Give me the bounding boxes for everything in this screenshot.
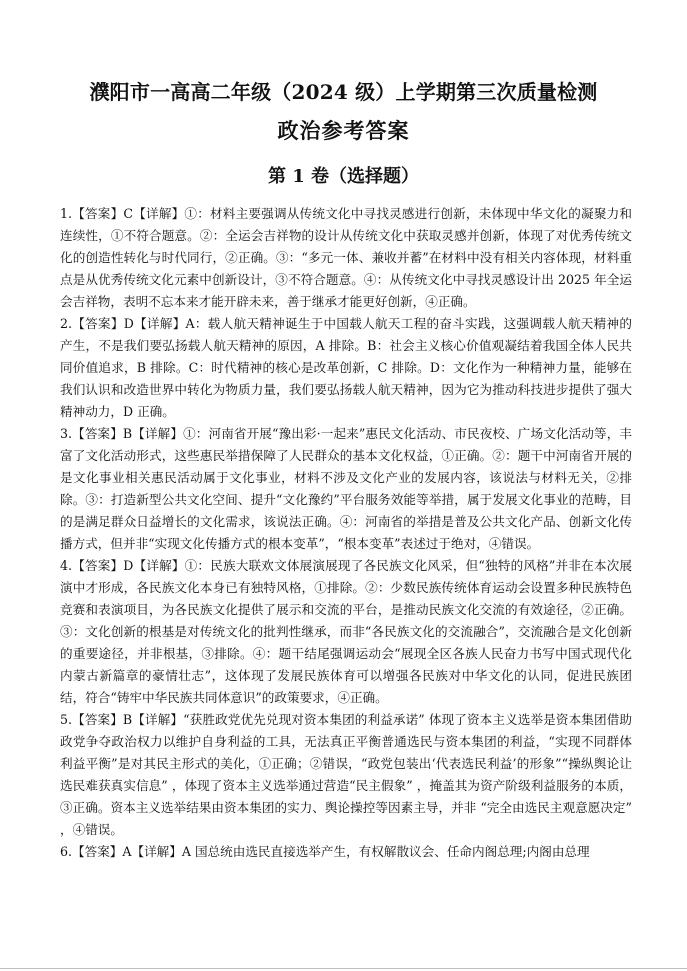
document-title: 濮阳市一高高二年级（2024 级）上学期第三次质量检测 [89,80,598,104]
document-subtitle: 政治参考答案 [277,118,410,143]
page-bottom-divider [0,968,687,969]
section-heading: 第 1 卷（选择题） [267,166,420,187]
answer-item-6: 6.【答案】A【详解】A 国总统由选民直接选举产生，有权解散议会、任命内阁总理;内阁由总理 [60,844,590,859]
answer-item-2: 2.【答案】D【详解】A：载人航天精神诞生于中国载人航天工程的奋斗实践，这强调载人航天精神的产生，不是我们要弘扬载人航天精神的原因，A 排除。B：社会主义核心价值观凝结着我国全体人民共同价值追求，B 排除。C：时代精神的核心是改革创新，C 排除。D：文化作为一种精神力量，能够在我们认识和改造世界中转化为物质力量，我们要弘扬载人航天精神，因为它为推动科技进步提供了强大精神动力，D 正确。 [60,316,632,419]
answer-item-4: 4.【答案】D【详解】①：民族大联欢文体展演展现了各民族文化风采，但“独特的风格”并非在本次展演中才形成，各民族文化本身已有独特风格，①排除。②：少数民族传统体育运动会设置多种民族特色竞赛和表演项目，为各民族文化提供了展示和交流的平台，是推动民族文化交流的有效途径，②正确。③：文化创新的根基是对传统文化的批判性继承，而非“各民族文化的交流融合”，交流融合是文化创新的重要途径，并非根基，③排除。④：题干结尾强调运动会“展现全区各族人民奋力书写中国式现代化内蒙古新篇章的豪情壮志”，这体现了发展民族体育可以增强各民族对中华文化的认同，促进民族团结，符合“铸牢中华民族共同体意识”的政策要求，④正确。 [60,558,632,705]
answer-item-1: 1.【答案】C【详解】①：材料主要强调从传统文化中寻找灵感进行创新，未体现中华文化的凝聚力和连续性，①不符合题意。②：全运会吉祥物的设计从传统文化中获取灵感并创新，体现了对优秀传统文化的创造性转化与时代同行，②正确。③：“多元一体、兼收并蓄”在材料中没有相关内容体现，材料重点是从优秀传统文化元素中创新设计，③不符合题意。④：从传统文化中寻找灵感设计出 2025 年全运会吉祥物，表明不忘本来才能开辟未来，善于继承才能更好创新，④正确。 [60,206,632,309]
answer-item-5: 5.【答案】B【详解】“获胜政党优先兑现对资本集团的利益承诺” 体现了资本主义选举是资本集团借助政党争夺政治权力以维护自身利益的工具，无法真正平衡普通选民与资本集团的利益，“实现不同群体利益平衡”是对其民主形式的美化，①正确；②错误，“政党包装出‘代表选民利益’的形象”“操纵舆论让选民难获真实信息” ，体现了资本主义选举通过营造“民主假象” ，掩盖其为资产阶级利益服务的本质，③正确。资本主义选举结果由资本集团的实力、舆论操控等因素主导，并非 “完全由选民主观意愿决定” ，④错误。 [60,712,632,837]
answers-list [60,203,632,863]
answer-item-3: 3.【答案】B【详解】①：河南省开展“豫出彩·一起来”惠民文化活动、市民夜校、广场文化活动等，丰富了文化活动形式，这些惠民举措保障了人民群众的基本文化权益，①正确。②：题干中河南省开展的是文化事业相关惠民活动属于文化事业，材料不涉及文化产业的发展内容，该说法与材料无关，②排除。③：打造新型公共文化空间、提升“文化豫约”平台服务效能等举措，属于发展文化事业的范畴，目的是满足群众日益增长的文化需求，该说法正确。④：河南省的举措是普及公共文化产品、创新文化传播方式，但并非“实现文化传播方式的根本变革”，“根本变革”表述过于绝对，④错误。 [60,426,632,551]
